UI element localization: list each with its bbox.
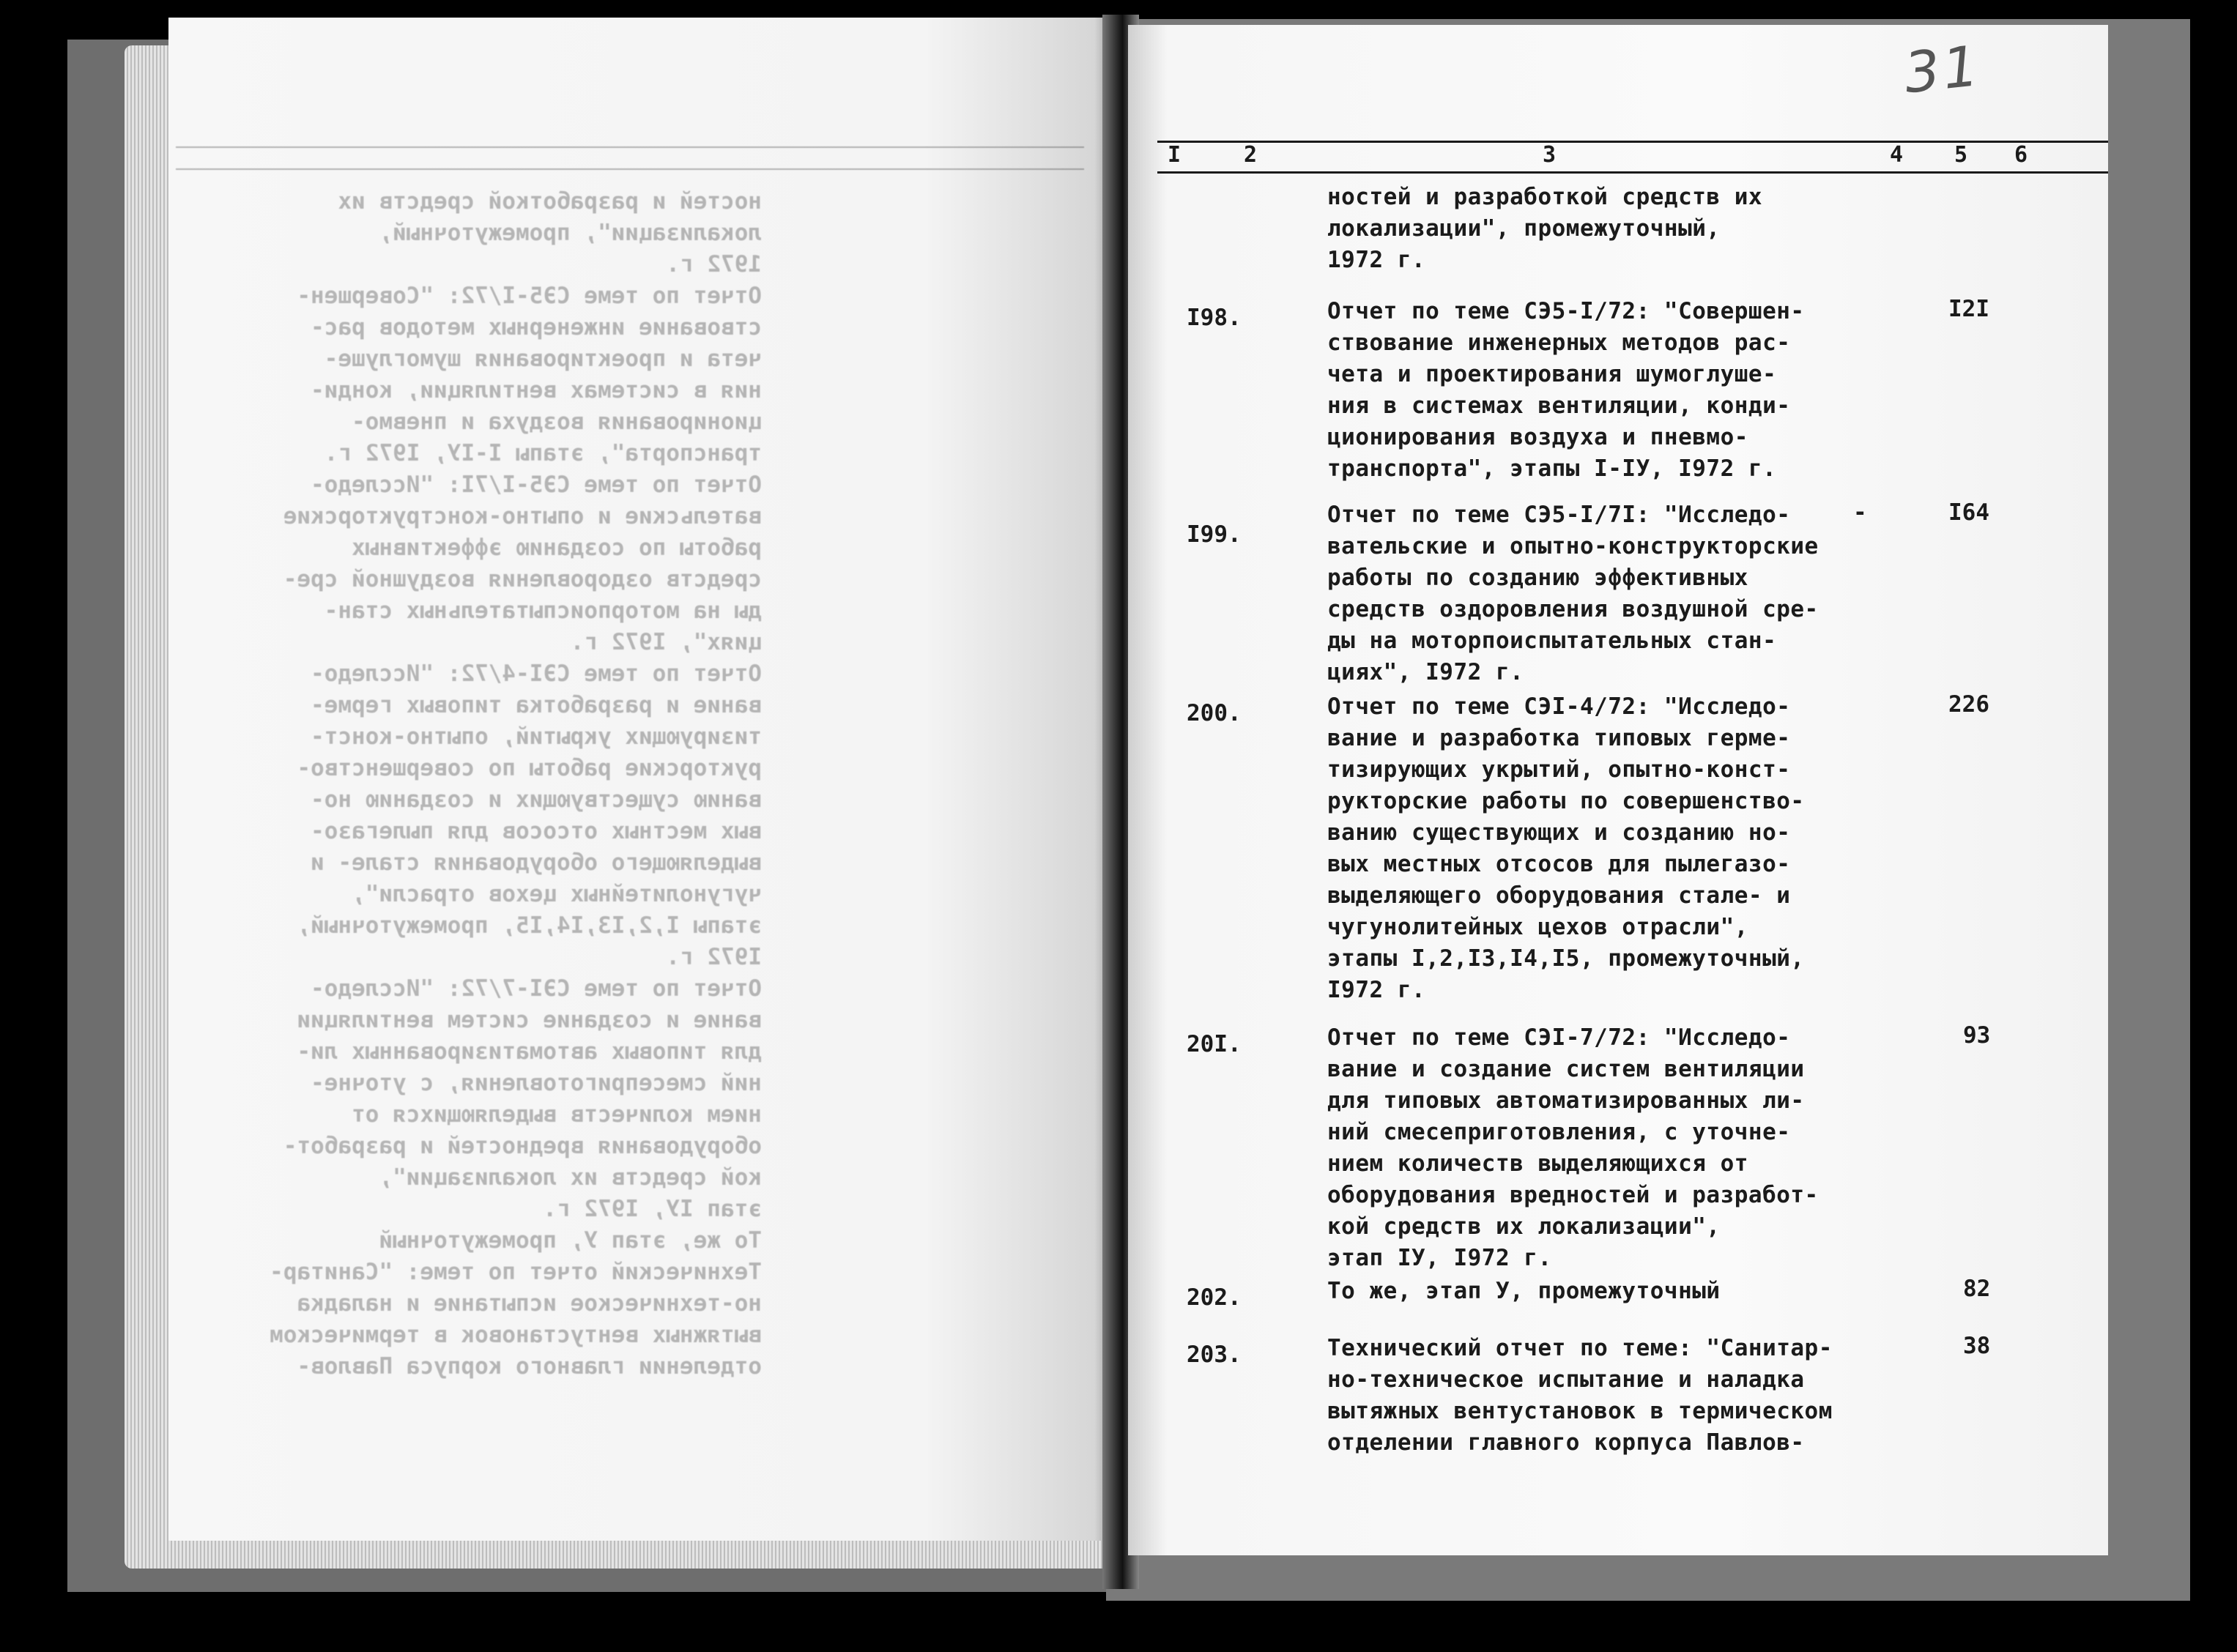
- entry-title-line: выделяющего оборудования стале- и: [1327, 882, 1791, 909]
- bleed-through-line: отделении главного корпуса Павлов-: [297, 1353, 762, 1380]
- entry-page-count: 226: [1948, 691, 1989, 718]
- bleed-through-line: ционирования воздуха и пневмо-: [352, 409, 762, 435]
- bleed-through-line: нием количеств выделяющихся от: [352, 1101, 762, 1128]
- entry-title-line: ды на моторпоиспытательных стан-: [1327, 628, 1777, 654]
- left-header-line-2: [176, 168, 1084, 170]
- continuation-line: локализации", промежуточный,: [1327, 215, 1721, 242]
- entry-title-line: вых местных отсосов для пылегазо-: [1327, 851, 1791, 877]
- entry-title-line: для типовых автоматизированных ли-: [1327, 1087, 1805, 1114]
- bleed-through-line: вытяжных вентустановок в термическом: [270, 1322, 762, 1348]
- bleed-through-line: выделяющего оборудования стале- и: [311, 849, 762, 876]
- entry-title-line: кой средств их локализации",: [1327, 1213, 1721, 1240]
- bleed-through-line: циях", I972 г.: [570, 629, 762, 655]
- entry-title-line: ционирования воздуха и пневмо-: [1327, 424, 1748, 450]
- bleed-through-line: ностей и разработкой средств их: [338, 188, 762, 215]
- bleed-through-line: для типовых автоматизированных ли-: [297, 1038, 762, 1065]
- bleed-through-line: тизирующих укрытий, опытно-конст-: [311, 723, 762, 750]
- entry-number: 200.: [1187, 700, 1242, 726]
- entry-title-line: ствование инженерных методов рас-: [1327, 330, 1791, 356]
- right-page: [1128, 25, 2108, 1555]
- entry-page-count: 93: [1963, 1022, 1991, 1049]
- bleed-through-line: оборудования вредностей и разработ-: [283, 1133, 762, 1159]
- entry-title-line: транспорта", этапы I-IУ, I972 г.: [1327, 455, 1777, 482]
- bleed-through-line: вание и создание систем вентиляции: [297, 1007, 762, 1033]
- entry-number: I99.: [1187, 521, 1242, 548]
- column-header-2: 2: [1244, 142, 1258, 168]
- bleed-through-line: чугунолитейных цехов отрасли",: [352, 881, 762, 907]
- entry-number: 20I.: [1187, 1031, 1242, 1057]
- entry-page-count: I2I: [1948, 296, 1989, 322]
- entry-title-line: То же, этап У, промежуточный: [1327, 1278, 1721, 1304]
- bleed-through-line: 1972 г.: [666, 251, 762, 278]
- handwritten-page-number: 31: [1901, 32, 1985, 106]
- bleed-through-line: кой средств их локализации",: [379, 1164, 762, 1191]
- entry-title-line: нием количеств выделяющихся от: [1327, 1150, 1748, 1177]
- entry-title-line: чугунолитейных цехов отрасли",: [1327, 914, 1748, 940]
- entry-title-line: ванию существующих и созданию но-: [1327, 819, 1791, 846]
- bleed-through-line: этап IУ, I972 г.: [543, 1196, 762, 1222]
- entry-page-count: I64: [1948, 499, 1989, 526]
- entry-number: 203.: [1187, 1342, 1242, 1368]
- entry-page-count: 38: [1963, 1333, 1991, 1359]
- bleed-through-line: Отчет по теме СЭI-7/72: "Исследо-: [311, 975, 762, 1002]
- bleed-through-line: вание и разработка типовых герме-: [311, 692, 762, 718]
- bleed-through-line: этапы I,2,I3,I4,I5, промежуточный,: [297, 912, 762, 939]
- column-header-4: 4: [1890, 142, 1904, 168]
- header-bottom-line: [1157, 171, 2108, 174]
- bleed-through-line: Отчет по теме СЭI-4/72: "Исследо-: [311, 661, 762, 687]
- entry-title-line: ния в системах вентиляции, конди-: [1327, 392, 1791, 419]
- bleed-through-line: вых местных отсосов для пылегазо-: [311, 818, 762, 844]
- entry-title-line: ний смесеприготовления, с уточне-: [1327, 1119, 1791, 1145]
- entry-number: 202.: [1187, 1284, 1242, 1311]
- entry-col4: -: [1853, 499, 1867, 526]
- bleed-through-line: ний смесеприготовления, с уточне-: [311, 1070, 762, 1096]
- bleed-through-line: Отчет по теме СЭ5-I/7I: "Исследо-: [311, 472, 762, 498]
- bleed-through-line: чета и проектирования шумоглуше-: [324, 346, 762, 372]
- left-header-line: [176, 146, 1084, 148]
- column-header-3: 3: [1543, 142, 1557, 168]
- entry-title-line: средств оздоровления воздушной сре-: [1327, 596, 1819, 622]
- bleed-through-line: I972 г.: [666, 944, 762, 970]
- continuation-line: ностей и разработкой средств их: [1327, 184, 1763, 210]
- entry-title-line: Отчет по теме СЭI-4/72: "Исследо-: [1327, 693, 1791, 720]
- entry-title-line: Отчет по теме СЭ5-I/7I: "Исследо-: [1327, 502, 1791, 528]
- bleed-through-line: рукторские работы по совершенство-: [297, 755, 762, 781]
- bleed-through-line: локализации", промежуточный,: [379, 220, 762, 246]
- bleed-through-line: транспорта", этапы I-IУ, I972 г.: [324, 440, 762, 466]
- bleed-through-line: но-техническое испытание и наладка: [297, 1290, 762, 1317]
- column-header-1: I: [1168, 142, 1181, 168]
- entry-title-line: вание и создание систем вентиляции: [1327, 1056, 1805, 1082]
- entry-title-line: этапы I,2,I3,I4,I5, промежуточный,: [1327, 945, 1805, 972]
- bleed-through-line: ствование инженерных методов рас-: [311, 314, 762, 341]
- entry-title-line: работы по созданию эффективных: [1327, 565, 1748, 591]
- left-page: [168, 18, 1113, 1541]
- bleed-through-line: ванию существующих и созданию но-: [311, 786, 762, 813]
- entry-title-line: Отчет по теме СЭ5-I/72: "Совершен-: [1327, 298, 1805, 324]
- entry-title-line: Отчет по теме СЭI-7/72: "Исследо-: [1327, 1024, 1791, 1051]
- bleed-through-line: Технический отчет по теме: "Санитар-: [270, 1259, 762, 1285]
- bleed-through-line: ды на моторпоиспытательных стан-: [324, 598, 762, 624]
- column-header-5: 5: [1954, 142, 1968, 168]
- entry-title-line: I972 г.: [1327, 977, 1426, 1003]
- entry-title-line: но-техническое испытание и наладка: [1327, 1366, 1805, 1393]
- bleed-through-line: То же, этап У, промежуточный: [379, 1227, 762, 1254]
- continuation-line: 1972 г.: [1327, 247, 1426, 273]
- entry-title-line: оборудования вредностей и разработ-: [1327, 1182, 1819, 1208]
- entry-title-line: этап IУ, I972 г.: [1327, 1245, 1552, 1271]
- entry-title-line: вание и разработка типовых герме-: [1327, 725, 1791, 751]
- entry-title-line: вытяжных вентустановок в термическом: [1327, 1398, 1833, 1424]
- entry-number: I98.: [1187, 305, 1242, 331]
- entry-page-count: 82: [1963, 1276, 1991, 1302]
- bleed-through-line: средств оздоровления воздушной сре-: [283, 566, 762, 592]
- entry-title-line: отделении главного корпуса Павлов-: [1327, 1429, 1805, 1456]
- entry-title-line: тизирующих укрытий, опытно-конст-: [1327, 756, 1791, 783]
- bleed-through-line: Отчет по теме СЭ5-I/72: "Совершен-: [297, 283, 762, 309]
- column-header-6: 6: [2014, 142, 2028, 168]
- bleed-through-line: вательские и опытно-конструкторские: [283, 503, 762, 529]
- entry-title-line: Технический отчет по теме: "Санитар-: [1327, 1335, 1833, 1361]
- bleed-through-line: работы по созданию эффективных: [352, 535, 762, 561]
- entry-title-line: рукторские работы по совершенство-: [1327, 788, 1805, 814]
- left-page-bleed-through: [168, 18, 1113, 1541]
- bleed-through-line: ния в системах вентиляции, конди-: [311, 377, 762, 403]
- entry-title-line: циях", I972 г.: [1327, 659, 1524, 685]
- entry-title-line: чета и проектирования шумоглуше-: [1327, 361, 1777, 387]
- entry-title-line: вательские и опытно-конструкторские: [1327, 533, 1819, 559]
